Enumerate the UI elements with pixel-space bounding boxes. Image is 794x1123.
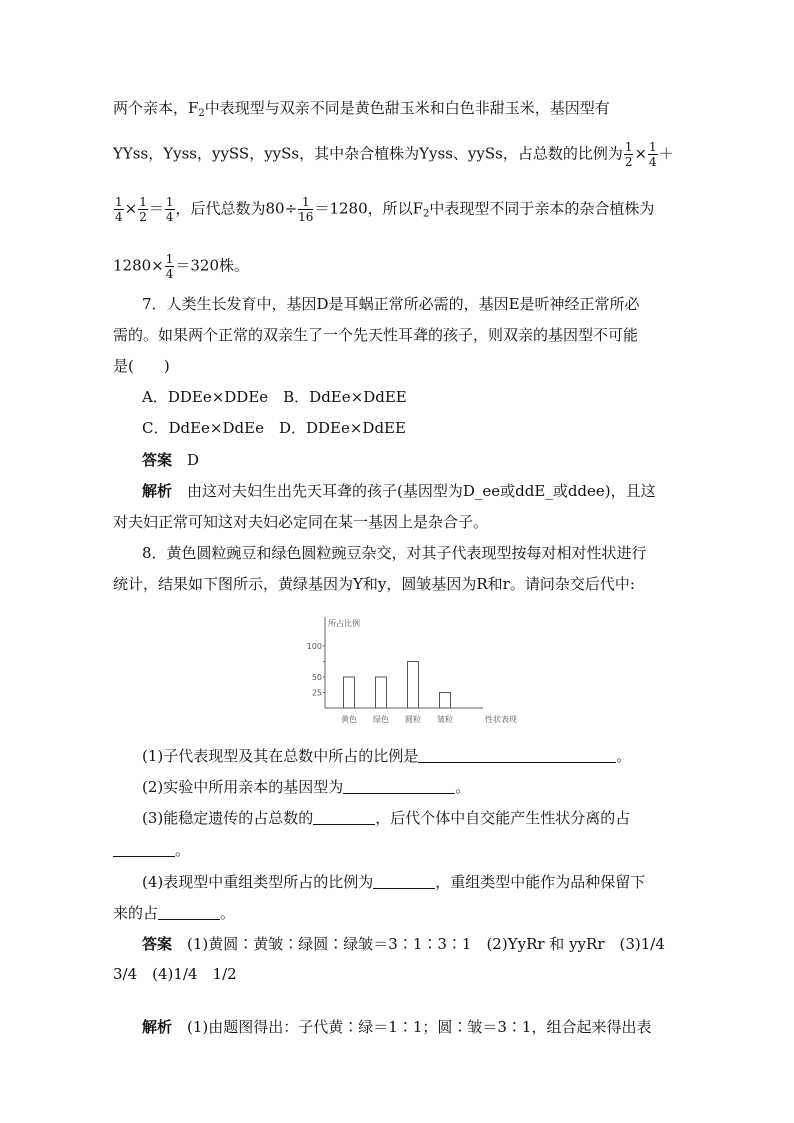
numerator: 1 [649,140,657,154]
q8-analysis-1 [142,1017,651,1037]
text: 。 [175,841,191,859]
q7-analysis-1 [142,481,656,501]
answer-blank[interactable] [158,905,220,920]
fraction-one-sixteenth [298,195,313,224]
q8-sub-1 [142,746,631,766]
subscript: 2 [198,108,205,119]
x-tick-label: 绿色 [373,715,389,724]
analysis-label: 解析 [142,482,173,500]
denominator: 2 [139,210,147,224]
y-tick-label: 25 [311,688,322,698]
plus: ＋ [658,144,674,163]
q7-stem-2: 需的。如果两个正常的双亲生了一个先天性耳聋的孩子，则双亲的基因型不可能 [113,326,639,344]
subscript: 2 [423,208,430,220]
bar-1 [344,677,355,708]
text: 。 [455,778,471,796]
y-axis-label: 所占比例 [328,619,360,628]
x-axis-label: 性状表现 [485,715,517,724]
denominator: 2 [624,155,633,169]
text: YYss，Yyss，yySS，yySs，其中杂合植株为Yyss、yySs，占总数的比例为 [113,144,623,163]
text: (4)表现型中重组类型所占的比例为 [142,873,374,891]
text: 两个亲本，F [113,99,199,117]
times: × [124,199,138,218]
text: 来的占 [113,904,159,922]
numerator: 1 [165,195,174,209]
answer-blank[interactable] [343,779,455,794]
q8-answer-1 [142,934,665,954]
denominator: 16 [298,210,314,224]
q8-sub-3 [142,808,630,828]
times: × [634,144,648,163]
q8-sub-3-cont [113,840,190,860]
answer-blank[interactable] [418,748,616,763]
q8-sub-4 [142,872,645,892]
numerator: 1 [115,195,123,209]
denominator: 4 [115,210,123,224]
answer-label: 答案 [142,935,173,953]
answer-blank[interactable] [113,842,175,857]
q7-stem-1: 7．人类生长发育中，基因D是耳蜗正常所必需的，基因E是听神经正常所必 [142,295,640,313]
numerator: 1 [139,195,147,209]
q8-sub-2 [142,777,470,797]
prev-line-1 [113,98,610,124]
fraction-one-quarter [165,195,175,224]
answer-blank[interactable] [373,874,435,889]
q7-analysis-2: 对夫妇正常可知这对夫妇必定同在某一基因上是杂合子。 [113,513,489,531]
prev-line-2 [113,140,674,169]
fraction-one-half [624,140,634,169]
text: ，重组类型中能作为品种保留下 [435,873,646,891]
x-tick-label: 黄色 [341,715,357,724]
fraction-one-half [138,195,148,224]
q7-answer [142,450,199,470]
text: 。 [616,747,632,765]
y-tick-label: 100 [306,642,322,651]
q8-answer-2: 3/4 (4)1/4 1/2 [113,965,237,983]
analysis-text: (1)由题图得出：子代黄∶绿＝1∶1；圆∶皱＝3∶1，组合起来得出表 [187,1018,652,1036]
text: (1)子代表现型及其在总数中所占的比例是 [142,747,419,765]
prev-line-4 [113,252,249,281]
bar-3 [408,662,419,709]
text: (3)能稳定遗传的占总数的 [142,809,314,827]
text: 中表现型不同于亲本的杂合植株为 [429,199,655,218]
text: ＝1280，所以F [314,199,424,218]
denominator: 4 [165,267,174,281]
numerator: 1 [298,195,313,210]
y-tick-label: 50 [311,673,322,682]
analysis-label: 解析 [142,1018,173,1036]
text: 。 [220,904,236,922]
fraction-one-quarter [648,140,658,169]
bar-4 [440,693,451,709]
answer-value: D [187,451,200,469]
text: (2)实验中所用亲本的基因型为 [142,778,344,796]
q8-stem-1: 8．黄色圆粒豌豆和绿色圆粒豌豆杂交，对其子代表现型按每对相对性状进行 [142,544,647,562]
denominator: 4 [649,155,657,169]
answer-label: 答案 [142,451,173,469]
answer-text: (1)黄圆∶黄皱∶绿圆∶绿皱＝3∶1∶3∶1 (2)YyRr 和 yyRr (3)1/4 [187,935,665,953]
bar-2 [376,677,387,708]
q8-stem-2: 统计，结果如下图所示，黄绿基因为Y和y，圆皱基因为R和r。请问杂交后代中: [113,575,635,593]
analysis-text: 由这对夫妇生出先天耳聋的孩子(基因型为D_ee或ddE_或ddee)，且这 [187,482,656,500]
fraction-one-quarter [114,195,124,224]
text: 1280× [113,256,164,275]
numerator: 1 [624,140,633,154]
answer-blank[interactable] [313,810,375,825]
text: ，后代个体中自交能产生性状分离的占 [375,809,631,827]
text: ，后代总数为80÷ [175,199,298,218]
fraction-one-quarter [165,252,175,281]
prev-line-3 [113,195,654,225]
q7-stem-3: 是( ) [113,357,170,375]
x-tick-label: 皱粒 [437,715,453,724]
q7-options-ab: A．DDEe×DDEe B．DdEe×DdEE [142,388,407,406]
phenotype-bar-chart [303,605,528,730]
text: 中表现型与双亲不同是黄色甜玉米和白色非甜玉米，基因型有 [204,99,610,117]
q8-sub-4-cont [113,903,235,923]
numerator: 1 [165,252,174,266]
text: ＝320株。 [175,256,250,275]
x-tick-label: 圆粒 [405,715,421,724]
q7-options-cd: C．DdEe×DdEe D．DDEe×DdEE [142,419,406,437]
denominator: 4 [165,210,174,224]
equals: ＝ [148,199,164,218]
